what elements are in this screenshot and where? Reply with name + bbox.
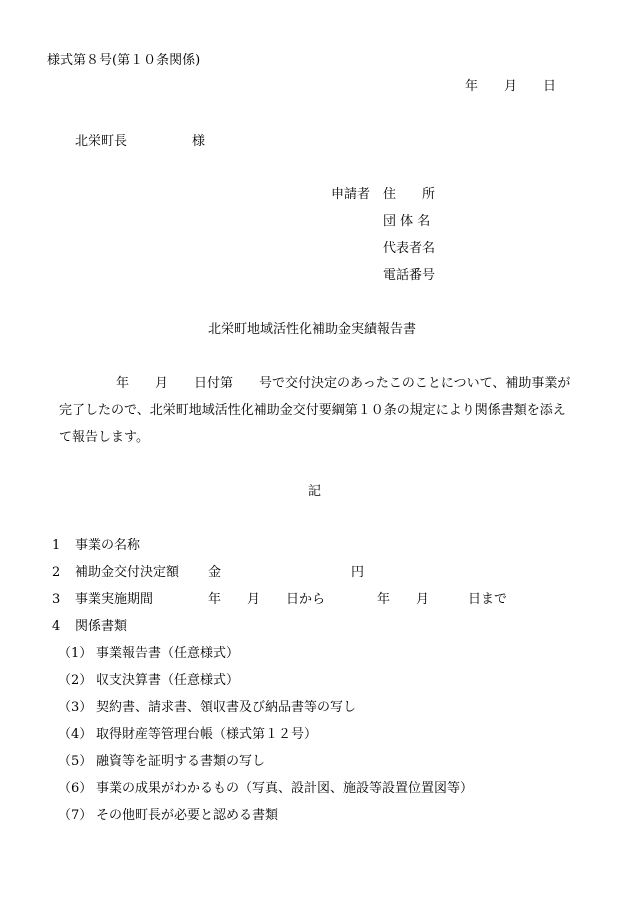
document-label: 事業の成果がわかるもの（写真、設計図、施設等設置位置図等） (96, 781, 474, 796)
applicant-label: 申請者 (331, 187, 371, 202)
addressee: 北栄町長 様 (75, 134, 206, 149)
body-line-2: 完了したので、北栄町地域活性化補助金交付要綱第１０条の規定により関係書類を添え (59, 403, 566, 418)
document-number: （2） (58, 673, 93, 688)
document-number: （4） (58, 727, 93, 742)
item-number: 4 (52, 619, 61, 634)
ki-heading: 記 (308, 484, 322, 499)
date-line: 年 月 日 (465, 79, 557, 94)
item-value: 年 月 日から 年 月 日まで (208, 592, 508, 607)
document-number: （1） (58, 646, 93, 661)
item-value: 金 円 (208, 565, 365, 580)
document-label: その他町長が必要と認める書類 (96, 808, 279, 823)
document-number: （7） (58, 808, 93, 823)
item-label: 事業実施期間 (75, 592, 154, 607)
document-label: 収支決算書（任意様式） (96, 673, 240, 688)
applicant-address-label: 住 所 (383, 187, 436, 202)
item-label: 事業の名称 (75, 538, 141, 553)
document-label: 事業報告書（任意様式） (96, 646, 240, 661)
item-number: 2 (52, 565, 61, 580)
form-number: 様式第８号(第１０条関係) (47, 53, 201, 68)
body-line-3: て報告します。 (59, 430, 149, 445)
applicant-group-name-label: 団 体 名 (383, 214, 431, 229)
applicant-representative-label: 代表者名 (383, 241, 436, 256)
item-label: 補助金交付決定額 (75, 565, 180, 580)
document-label: 取得財産等管理台帳（様式第１２号） (96, 727, 318, 742)
applicant-phone-label: 電話番号 (383, 268, 436, 283)
body-line-1: 年 月 日付第 号で交付決定のあったこのことについて、補助事業が (116, 376, 571, 391)
document-number: （6） (58, 781, 93, 796)
item-label: 関係書類 (75, 619, 128, 634)
document-number: （5） (58, 754, 93, 769)
document-label: 契約書、請求書、領収書及び納品書等の写し (96, 700, 357, 715)
document-title: 北栄町地域活性化補助金実績報告書 (208, 322, 417, 337)
document-number: （3） (58, 700, 93, 715)
document-label: 融資等を証明する書類の写し (96, 754, 266, 769)
item-number: 1 (52, 538, 61, 553)
item-number: 3 (52, 592, 61, 607)
